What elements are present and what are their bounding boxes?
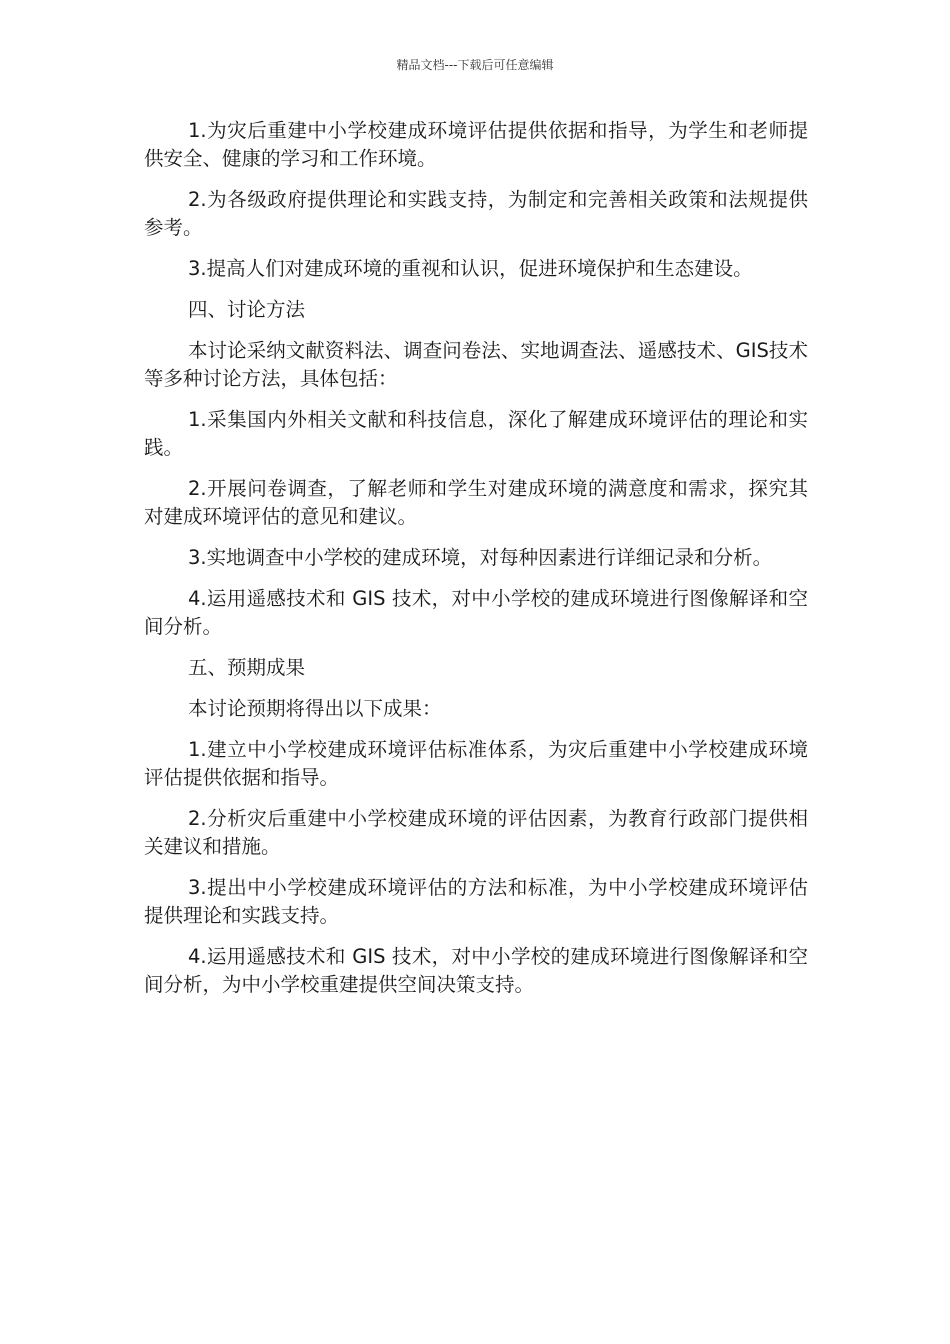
paragraph-result-4: 4.运用遥感技术和 GIS 技术，对中小学校的建成环境进行图像解译和空间分析，为中小学校重建提供空间决策支持。 [144,945,808,996]
paragraph-method-4: 4.运用遥感技术和 GIS 技术，对中小学校的建成环境进行图像解译和空间分析。 [144,587,808,638]
paragraph-method-2: 2.开展问卷调查，了解老师和学生对建成环境的满意度和需求，探究其对建成环境评估的意见和建议。 [144,477,808,528]
document-body [144,117,808,1012]
paragraph-result-2: 2.分析灾后重建中小学校建成环境的评估因素，为教育行政部门提供相关建议和措施。 [144,807,808,858]
paragraph-goal-2: 2.为各级政府提供理论和实践支持，为制定和完善相关政策和法规提供参考。 [144,188,808,239]
page-header: 精品文档---下载后可任意编辑 [396,58,554,72]
section-heading-methods: 四、讨论方法 [188,298,306,321]
paragraph-result-3: 3.提出中小学校建成环境评估的方法和标准，为中小学校建成环境评估提供理论和实践支持。 [144,876,808,927]
paragraph-methods-intro: 本讨论采纳文献资料法、调查问卷法、实地调查法、遥感技术、GIS技术等多种讨论方法，具体包括： [144,339,808,390]
paragraph-method-1: 1.采集国内外相关文献和科技信息，深化了解建成环境评估的理论和实践。 [144,408,808,459]
section-heading-results: 五、预期成果 [188,656,306,679]
paragraph-result-1: 1.建立中小学校建成环境评估标准体系，为灾后重建中小学校建成环境评估提供依据和指导。 [144,738,808,789]
paragraph-results-intro: 本讨论预期将得出以下成果： [188,697,442,720]
paragraph-goal-3: 3.提高人们对建成环境的重视和认识，促进环境保护和生态建设。 [188,257,753,280]
paragraph-method-3: 3.实地调查中小学校的建成环境，对每种因素进行详细记录和分析。 [188,546,773,569]
paragraph-goal-1: 1.为灾后重建中小学校建成环境评估提供依据和指导，为学生和老师提供安全、健康的学习和工作环境。 [144,119,808,170]
